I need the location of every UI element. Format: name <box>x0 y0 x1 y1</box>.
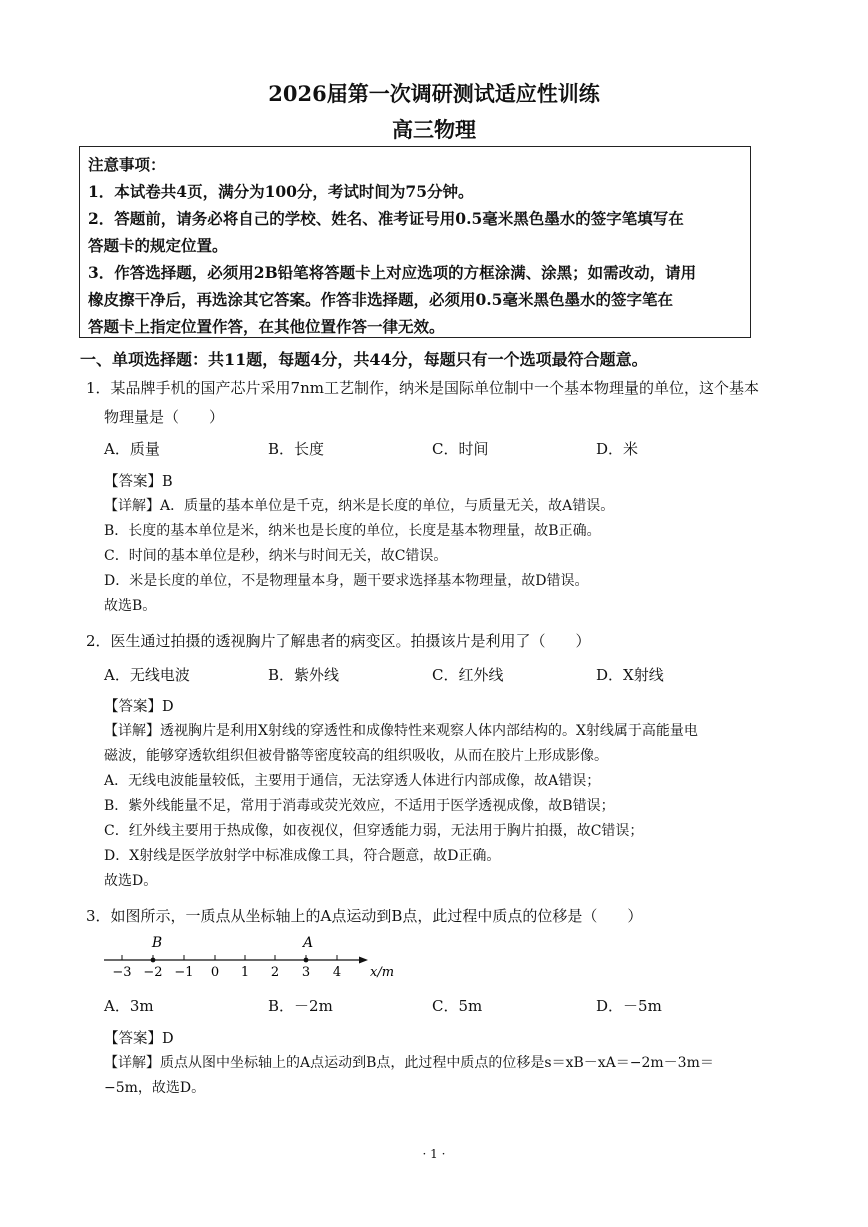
tick-label: −1 <box>174 965 194 980</box>
tick-label: 0 <box>210 965 220 980</box>
question-stem: 物理量是（ ） <box>104 408 225 426</box>
notice-line: 1．本试卷共4页，满分为100分，考试时间为75分钟。 <box>88 182 474 201</box>
question-stem: 3．如图所示，一质点从坐标轴上的A点运动到B点，此过程中质点的位移是（ ） <box>86 907 643 925</box>
option-a: A．3m <box>104 997 154 1015</box>
notice-line: 橡皮擦干净后，再选涂其它答案。作答非选择题，必须用0.5毫米黑色墨水的签字笔在 <box>88 290 673 309</box>
option-b: B．－2m <box>268 997 333 1015</box>
number-line-figure <box>100 930 400 982</box>
detail-line: 【详解】质点从图中坐标轴上的A点运动到B点，此过程中质点的位移是s＝xB－xA＝−2m－3m＝ <box>104 1055 714 1071</box>
section-heading: 一、单项选择题：共11题，每题4分，共44分，每题只有一个选项最符合题意。 <box>80 350 648 369</box>
option-d: D．－5m <box>596 997 662 1015</box>
tick-label: 4 <box>332 965 342 980</box>
detail-line: 故选B。 <box>104 598 157 614</box>
point-a-dot <box>304 958 309 963</box>
tick-label: −3 <box>112 965 132 980</box>
option-a: A．无线电波 <box>104 666 190 684</box>
option-b: B．长度 <box>268 440 325 458</box>
option-d: D．X射线 <box>596 666 664 684</box>
axis-label: x/m <box>370 965 395 980</box>
option-b: B．紫外线 <box>268 666 340 684</box>
tick-label: −2 <box>143 965 163 980</box>
detail-line: A．无线电波能量较低，主要用于通信，无法穿透人体进行内部成像，故A错误； <box>104 773 601 789</box>
question-stem: 1．某品牌手机的国产芯片采用7nm工艺制作，纳米是国际单位制中一个基本物理量的单位，这个基本 <box>86 379 759 397</box>
answer-line: 【答案】D <box>104 699 174 715</box>
option-a: A．质量 <box>104 440 160 458</box>
detail-line: C．时间的基本单位是秒，纳米与时间无关，故C错误。 <box>104 548 448 564</box>
option-c: C．红外线 <box>432 666 504 684</box>
page-title: 2026届第一次调研测试适应性训练 <box>268 81 600 106</box>
option-c: C．5m <box>432 997 483 1015</box>
page-subtitle: 高三物理 <box>392 117 476 142</box>
notice-line: 2．答题前，请务必将自己的学校、姓名、准考证号用0.5毫米黑色墨水的签字笔填写在 <box>88 209 684 228</box>
notice-line: 答题卡的规定位置。 <box>88 236 228 255</box>
detail-line: 【详解】透视胸片是利用X射线的穿透性和成像特性来观察人体内部结构的。X射线属于高能量电 <box>104 723 698 739</box>
notice-line: 答题卡上指定位置作答，在其他位置作答一律无效。 <box>88 317 445 336</box>
question-stem: 2．医生通过拍摄的透视胸片了解患者的病变区。拍摄该片是利用了（ ） <box>86 632 591 650</box>
option-d: D．米 <box>596 440 639 458</box>
detail-line: D．米是长度的单位，不是物理量本身，题干要求选择基本物理量，故D错误。 <box>104 573 589 589</box>
detail-line: C．红外线主要用于热成像，如夜视仪，但穿透能力弱，无法用于胸片拍摄，故C错误； <box>104 823 644 839</box>
point-b-label: B <box>151 935 163 951</box>
notice-heading: 注意事项： <box>88 155 166 174</box>
detail-line: −5m，故选D。 <box>104 1080 206 1096</box>
notice-line: 3．作答选择题，必须用2B铅笔将答题卡上对应选项的方框涂满、涂黑；如需改动，请用 <box>88 263 697 282</box>
tick-label: 2 <box>270 965 280 980</box>
tick-label: 3 <box>301 965 311 980</box>
answer-line: 【答案】D <box>104 1031 174 1047</box>
point-b-dot <box>151 958 156 963</box>
detail-line: D．X射线是医学放射学中标准成像工具，符合题意，故D正确。 <box>104 848 501 864</box>
point-a-label: A <box>302 935 314 951</box>
tick-label: 1 <box>240 965 250 980</box>
detail-line: 磁波，能够穿透软组织但被骨骼等密度较高的组织吸收，从而在胶片上形成影像。 <box>104 748 608 764</box>
detail-line: B．紫外线能量不足，常用于消毒或荧光效应，不适用于医学透视成像，故B错误； <box>104 798 615 814</box>
detail-line: 故选D。 <box>104 873 158 889</box>
page-number: · 1 · <box>422 1147 446 1161</box>
option-c: C．时间 <box>432 440 489 458</box>
detail-line: 【详解】A．质量的基本单位是千克，纳米是长度的单位，与质量无关，故A错误。 <box>104 498 615 514</box>
detail-line: B．长度的基本单位是米，纳米也是长度的单位，长度是基本物理量，故B正确。 <box>104 523 601 539</box>
notice-box <box>79 146 751 338</box>
answer-line: 【答案】B <box>104 474 173 490</box>
